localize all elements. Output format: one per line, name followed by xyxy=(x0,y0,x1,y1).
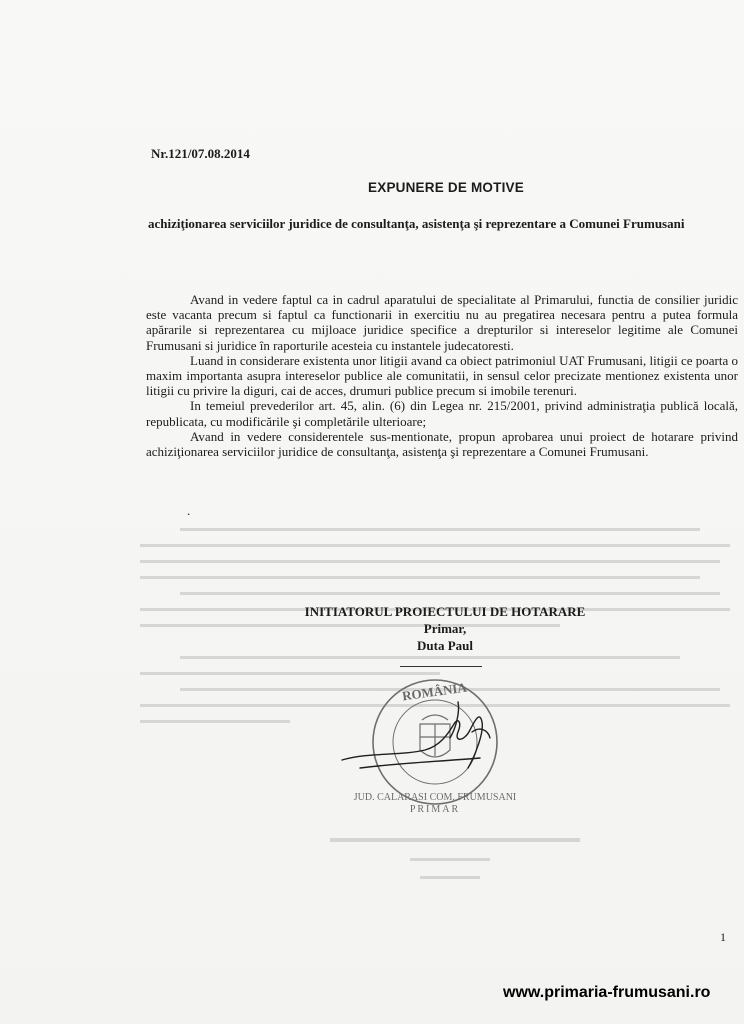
body-paragraph: In temeiul prevederilor art. 45, alin. (6) din Legea nr. 215/2001, privind administraţia publică locală, republicata, cu modificările şi completările ulterioare; xyxy=(146,398,738,429)
document-number: Nr.121/07.08.2014 xyxy=(151,146,250,161)
body-paragraph: Luand in considerare existenta unor litigii avand ca obiect patrimoniul UAT Frumusani, litigii ce poarta o maxim importanta asupra intereselor publice ale comunitatii, in sensul celor precizate mentionez existenta unor litigii cu privire la diguri, cai de acces, drumuri publice precum si imobile terenuri. xyxy=(146,352,738,399)
handwritten-signature xyxy=(342,702,490,768)
body-paragraph: Avand in vedere considerentele sus-mentionate, propun aprobarea unui proiect de hotarare privind achiziţionarea serviciilor juridice de consultanţa, asistenţa şi reprezentare a Comunei Frumusani. xyxy=(146,428,738,460)
signature-role: INITIATORUL PROIECTULUI DE HOTARARE xyxy=(304,604,586,619)
signature-name: Duta Paul xyxy=(417,638,473,653)
signature-line xyxy=(400,666,482,667)
page-number: 1 xyxy=(720,930,726,944)
document-subject: achiziţionarea serviciilor juridice de consultanţa, asistenţa şi reprezentare a Comunei Frumusani xyxy=(148,216,685,231)
stamp-side-text: JUD. CALARASI COM. FRUMUSANI xyxy=(353,792,517,803)
signature-block xyxy=(240,603,650,654)
trailing-mark: . xyxy=(187,503,191,518)
stamp-top-text: ROMÂNIA xyxy=(401,679,468,704)
official-stamp xyxy=(330,672,530,822)
document-title: EXPUNERE DE MOTIVE xyxy=(368,180,524,195)
website-watermark[interactable]: www.primaria-frumusani.ro xyxy=(503,984,711,1001)
signature-position: Primar, xyxy=(423,621,467,636)
body-paragraph: Avand in vedere faptul ca in cadrul aparatului de specialitate al Primarului, functia de consilier juridic este vacanta precum si faptul ca functionarii in exercitiu nu au pregatirea necesara pentru a putea formula apărarile si reprezentarea cu mijloace juridice specifice a drepturilor si intereselor legitime ale Comunei Frumusani si juridice în raporturile acesteia cu instantele judecatoresti. xyxy=(146,292,738,353)
document-body xyxy=(146,292,738,459)
stamp-bottom-text: PRIMAR xyxy=(409,804,461,815)
